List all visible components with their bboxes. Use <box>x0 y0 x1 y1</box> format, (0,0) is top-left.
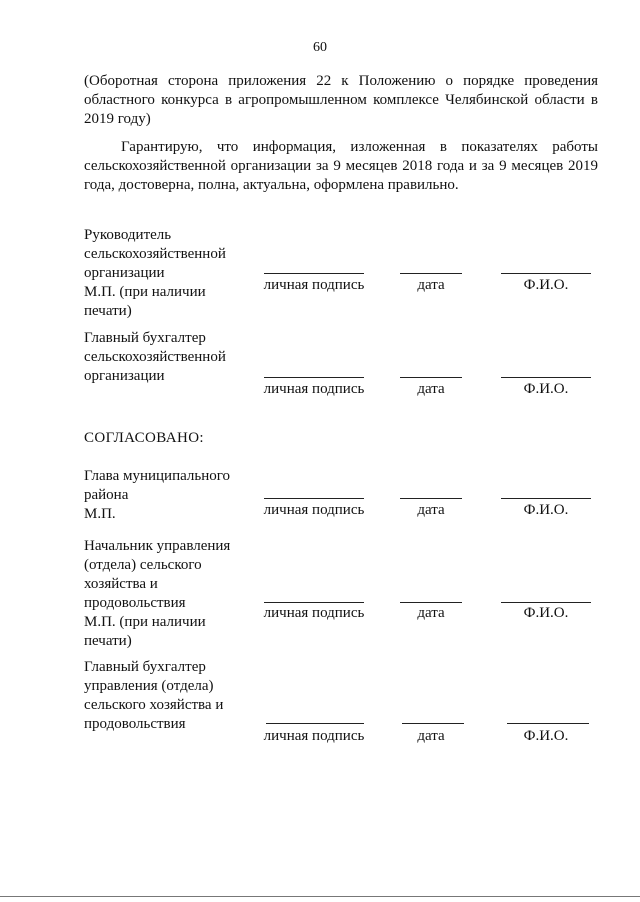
signatory-label-line: Глава муниципального <box>84 468 231 484</box>
fio-line <box>501 273 591 274</box>
fio-line <box>501 498 591 499</box>
page-bottom-edge <box>0 896 640 897</box>
signature-caption: личная подпись <box>263 605 365 621</box>
signatory-department-chief-accountant <box>84 658 264 734</box>
date-line <box>400 377 462 378</box>
signatory-label-line: Начальник управления <box>84 538 231 554</box>
signature-line <box>266 723 364 724</box>
signatory-label-line: сельскохозяйственной <box>84 349 226 365</box>
signatory-label-line: организации <box>84 265 165 281</box>
fio-caption: Ф.И.О. <box>523 381 569 397</box>
fio-caption: Ф.И.О. <box>523 605 569 621</box>
guarantee-statement: Гарантирую, что информация, изложенная в показателях работы сельскохозяйственной организации за 9 месяцев 2018 года и за 9 месяцев 2019 года, достоверна, полна, актуальна, оформлена правильно. <box>84 139 598 193</box>
date-line <box>400 273 462 274</box>
date-caption: дата <box>417 605 445 621</box>
date-caption: дата <box>417 502 445 518</box>
appendix-note: (Оборотная сторона приложения 22 к Положению о порядке проведения областного конкурса в агропромышленном комплексе Челябинской области в 2019 году) <box>84 73 598 127</box>
date-caption: дата <box>417 381 445 397</box>
page-number: 60 <box>313 40 327 55</box>
signatory-label-line: управления (отдела) <box>84 678 214 694</box>
signatory-head-of-district <box>84 467 264 524</box>
signatory-label-line: хозяйства и <box>84 576 158 592</box>
date-line <box>400 498 462 499</box>
signatory-label-line: М.П. (при наличии <box>84 614 206 630</box>
signatory-label-line: района <box>84 487 129 503</box>
fio-caption: Ф.И.О. <box>523 502 569 518</box>
signatory-label-line: сельскохозяйственной <box>84 246 226 262</box>
signatory-label-line: Главный бухгалтер <box>84 659 206 675</box>
date-line <box>400 602 462 603</box>
signatory-label-line: Руководитель <box>84 227 172 243</box>
signatory-label-line: печати) <box>84 303 132 319</box>
date-caption: дата <box>417 728 445 744</box>
signature-caption: личная подпись <box>263 381 365 397</box>
signatory-label-line: Главный бухгалтер <box>84 330 206 346</box>
signatory-label-line: организации <box>84 368 165 384</box>
signatory-label-line: сельского хозяйства и <box>84 697 224 713</box>
signature-line <box>264 377 364 378</box>
agreed-heading: СОГЛАСОВАНО: <box>84 430 205 446</box>
signatory-label-line: продовольствия <box>84 595 186 611</box>
signatory-label-line: М.П. <box>84 506 116 522</box>
signatory-label-line: М.П. (при наличии <box>84 284 206 300</box>
fio-line <box>501 377 591 378</box>
signature-caption: личная подпись <box>263 277 365 293</box>
signatory-label-line: продовольствия <box>84 716 186 732</box>
signature-line <box>264 273 364 274</box>
signatory-head-of-organization <box>84 226 264 321</box>
fio-caption: Ф.И.О. <box>523 277 569 293</box>
signatory-label-line: (отдела) сельского <box>84 557 202 573</box>
fio-line <box>501 602 591 603</box>
signature-caption: личная подпись <box>263 728 365 744</box>
signatory-chief-accountant <box>84 329 264 386</box>
fio-caption: Ф.И.О. <box>523 728 569 744</box>
signature-caption: личная подпись <box>263 502 365 518</box>
signature-line <box>264 498 364 499</box>
fio-line <box>507 723 589 724</box>
date-line <box>402 723 464 724</box>
signatory-label-line: печати) <box>84 633 132 649</box>
signatory-head-of-department <box>84 537 264 651</box>
signature-line <box>264 602 364 603</box>
date-caption: дата <box>417 277 445 293</box>
